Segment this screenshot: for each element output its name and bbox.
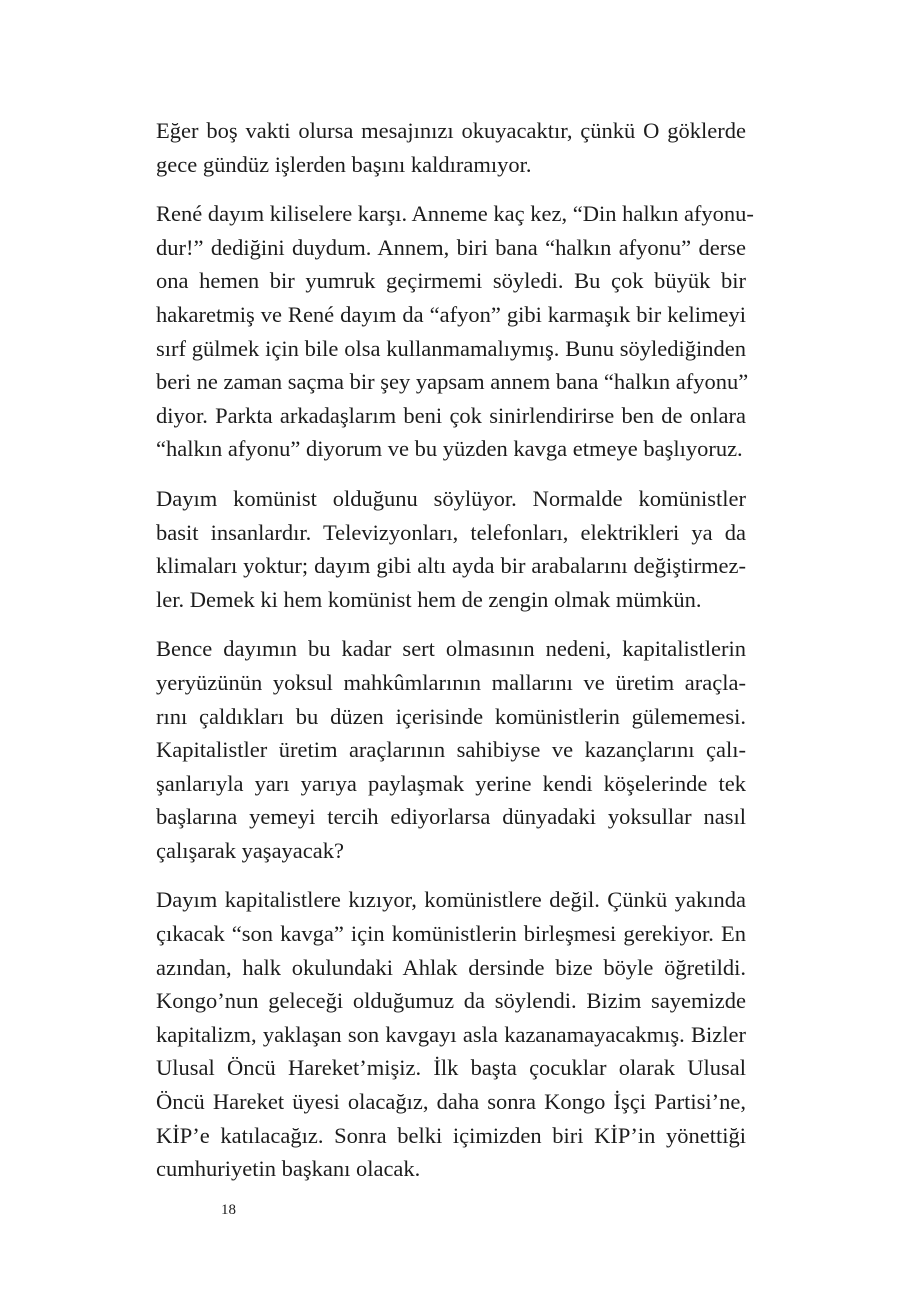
- text-line: kapitalizm, yaklaşan son kavgayı asla kazanamayacakmış. Bizler: [156, 1021, 746, 1047]
- text-line: basit insanlardır. Televizyonları, telefonları, elektrikleri ya da: [156, 519, 746, 545]
- text-line: beri ne zaman saçma bir şey yapsam annem bana “halkın afyonu”: [156, 369, 749, 395]
- paragraph: [156, 482, 746, 616]
- text-line: çalışarak yaşayacak?: [156, 837, 344, 863]
- text-line: Dayım kapitalistlere kızıyor, komünistlere değil. Çünkü yakında: [156, 887, 746, 913]
- text-line: yeryüzünün yoksul mahkûmlarının mallarını ve üretim araçla-: [156, 669, 746, 695]
- text-line: cumhuriyetin başkanı olacak.: [156, 1156, 421, 1182]
- body-text: [156, 114, 754, 1202]
- text-line: Bence dayımın bu kadar sert olmasının nedeni, kapitalistlerin: [156, 636, 746, 662]
- text-line: hakaretmiş ve René dayım da “afyon” gibi karmaşık bir kelimeyi: [156, 301, 746, 327]
- paragraph: [156, 632, 746, 867]
- text-line: sırf gülmek için bile olsa kullanmamalıymış. Bunu söylediğinden: [156, 335, 746, 361]
- text-line: Öncü Hareket üyesi olacağız, daha sonra Kongo İşçi Partisi’ne,: [156, 1089, 746, 1115]
- text-line: Ulusal Öncü Hareket’mişiz. İlk başta çocuklar olarak Ulusal: [156, 1055, 746, 1081]
- text-line: diyor. Parkta arkadaşlarım beni çok sinirlendirirse ben de onlara: [156, 402, 746, 428]
- text-line: rını çaldıkları bu düzen içerisinde komünistlerin gülememesi.: [156, 703, 746, 729]
- paragraph: [156, 197, 754, 466]
- text-line: René dayım kiliselere karşı. Anneme kaç kez, “Din halkın afyonu-: [156, 201, 754, 227]
- text-line: azından, halk okulundaki Ahlak dersinde bize böyle öğretildi.: [156, 954, 746, 980]
- paragraph: [156, 883, 746, 1185]
- text-line: “halkın afyonu” diyorum ve bu yüzden kavga etmeye başlıyoruz.: [156, 436, 743, 462]
- text-line: klimaları yoktur; dayım gibi altı ayda bir arabalarını değiştirmez-: [156, 553, 746, 579]
- text-line: ona hemen bir yumruk geçirmemi söyledi. Bu çok büyük bir: [156, 268, 746, 294]
- text-line: başlarına yemeyi tercih ediyorlarsa dünyadaki yoksullar nasıl: [156, 804, 746, 830]
- text-line: çıkacak “son kavga” için komünistlerin birleşmesi gerekiyor. En: [156, 921, 746, 947]
- text-line: KİP’e katılacağız. Sonra belki içimizden biri KİP’in yönettiği: [156, 1122, 746, 1148]
- text-line: Kapitalistler üretim araçlarının sahibiyse ve kazançlarını çalı-: [156, 737, 746, 763]
- text-line: Kongo’nun geleceği olduğumuz da söylendi. Bizim sayemizde: [156, 988, 746, 1014]
- paragraph: [156, 114, 746, 181]
- text-line: şanlarıyla yarı yarıya paylaşmak yerine kendi köşelerinde tek: [156, 770, 746, 796]
- text-line: Eğer boş vakti olursa mesajınızı okuyacaktır, çünkü O göklerde: [156, 118, 746, 143]
- text-line: dur!” dediğini duydum. Annem, biri bana “halkın afyonu” derse: [156, 234, 746, 260]
- text-line: gece gündüz işlerden başını kaldıramıyor.: [156, 151, 532, 177]
- page-number: 18: [221, 1202, 236, 1218]
- text-line: ler. Demek ki hem komünist hem de zengin olmak mümkün.: [156, 586, 702, 612]
- text-line: Dayım komünist olduğunu söylüyor. Normalde komünistler: [156, 485, 746, 511]
